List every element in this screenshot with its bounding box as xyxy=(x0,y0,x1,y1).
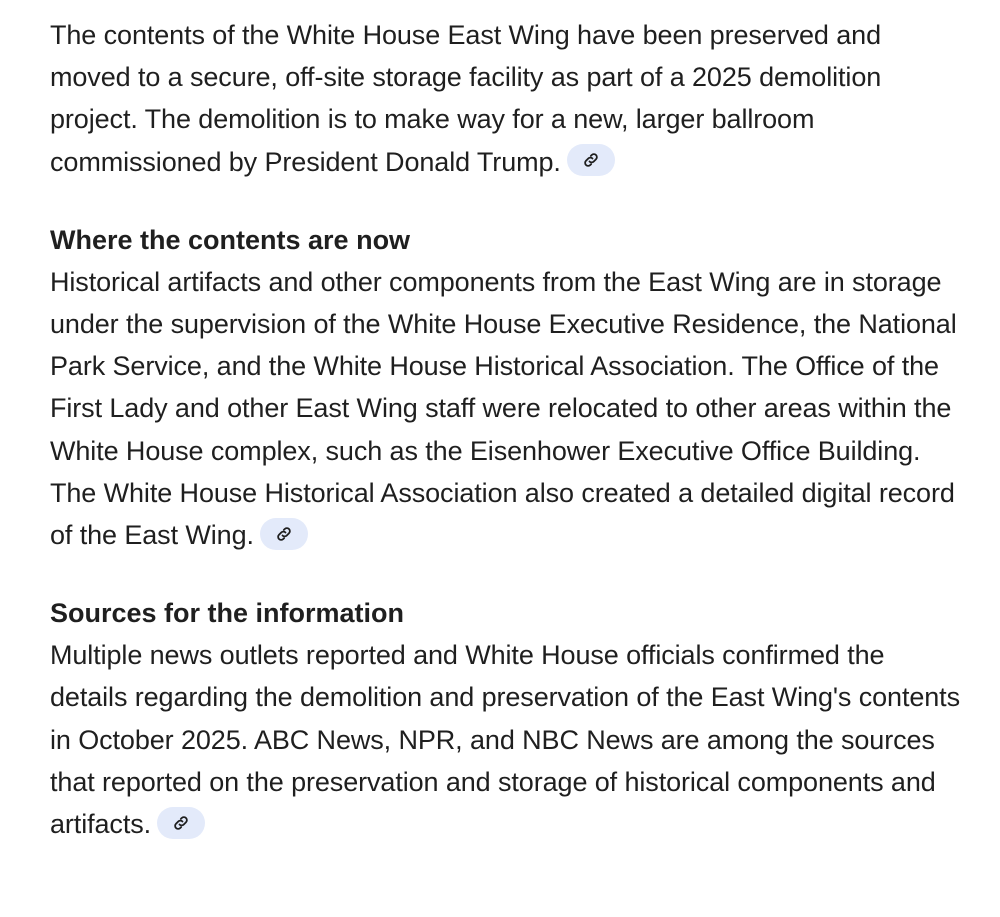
intro-text: The contents of the White House East Wing have been preserved and moved to a secure, off-site storage facility as part of a 2025 demolition project. The demolition is to make way for a new, larger ballroom commissioned by President Donald Trump. xyxy=(50,20,882,177)
section-heading: Where the contents are now xyxy=(50,224,411,255)
section-source-chip[interactable] xyxy=(157,807,205,839)
section-source-chip[interactable] xyxy=(260,518,308,550)
section-paragraph xyxy=(50,261,965,556)
link-icon xyxy=(582,151,600,169)
intro-source-chip[interactable] xyxy=(567,144,615,176)
link-icon xyxy=(275,525,293,543)
section-text: Historical artifacts and other components from the East Wing are in storage under the supervision of the White House Executive Residence, the National Park Service, and the White House Historical Association. The Office of the First Lady and other East Wing staff were relocated to other areas within the White House complex, such as the Eisenhower Executive Office Building. The White House Historical Association also created a detailed digital record of the East Wing. xyxy=(50,266,957,551)
section-text: Multiple news outlets reported and White House officials confirmed the details regarding the demolition and preservation of the East Wing's contents in October 2025. ABC News, NPR, and NBC News are among the sources that reported on the preservation and storage of historical components and artifacts. xyxy=(50,640,960,840)
section-sources xyxy=(50,592,965,845)
section-heading: Sources for the information xyxy=(50,598,405,629)
section-where-contents xyxy=(50,219,965,556)
section-paragraph xyxy=(50,634,965,845)
link-icon xyxy=(172,814,190,832)
answer-content xyxy=(50,14,965,845)
intro-paragraph xyxy=(50,14,965,183)
